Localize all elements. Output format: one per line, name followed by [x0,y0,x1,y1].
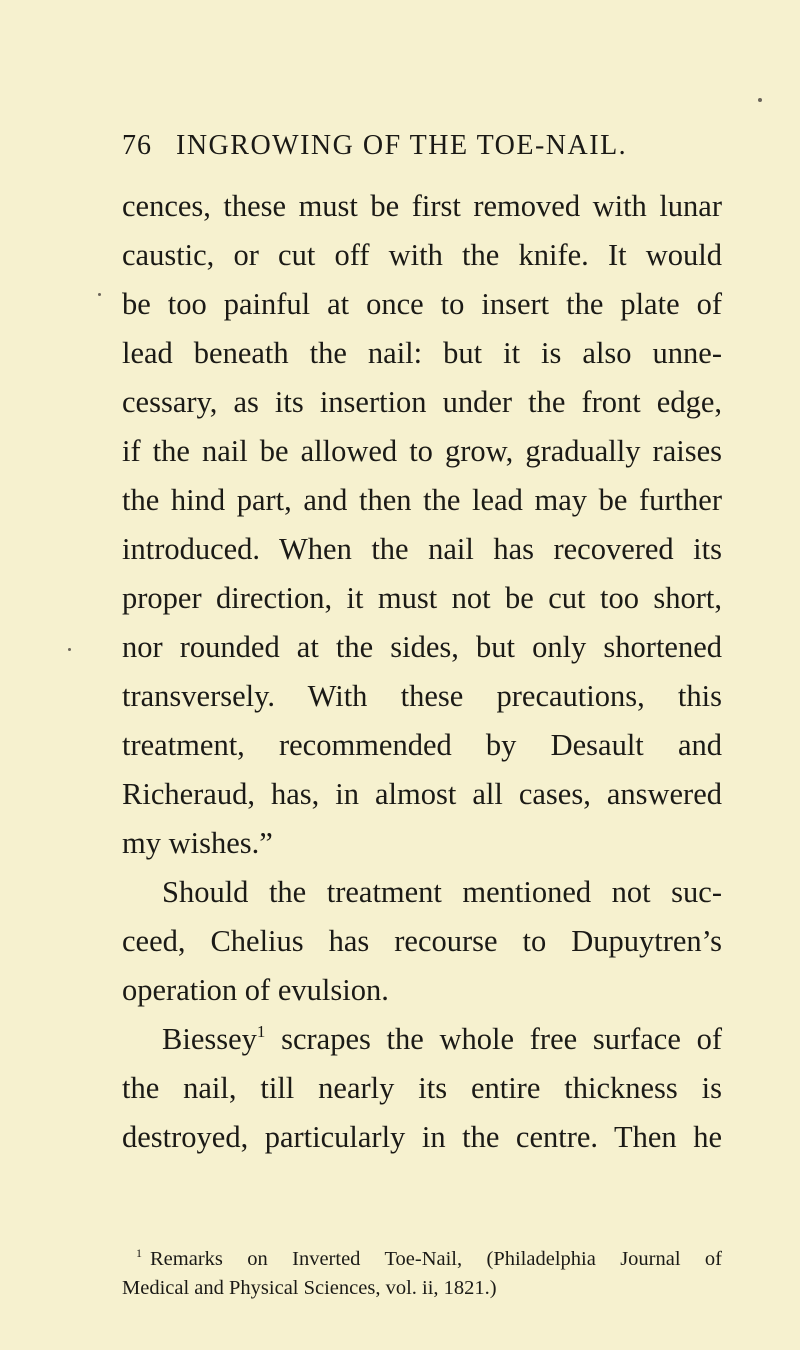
text-line: be too painful at once to insert the plate of [122,287,722,321]
paper-speck [98,293,101,296]
text-line-with-footnote-ref [122,1015,722,1064]
footnote-line [122,1245,722,1274]
text-line: cences, these must be first removed with lunar [122,189,722,223]
footnote-line: Medical and Physical Sciences, vol. ii, 1821.) [122,1277,497,1299]
text-line: nor rounded at the sides, but only shortened [122,630,722,664]
text-line: lead beneath the nail: but it is also unne- [122,336,722,370]
text-line: the nail, till nearly its entire thickness is [122,1071,722,1105]
text-fragment: Biessey [162,1022,257,1056]
page-number: 76 [122,130,152,161]
running-header [122,130,682,170]
text-line: introduced. When the nail has recovered its [122,532,722,566]
footnote-marker: 1 [136,1246,142,1260]
text-line: operation of evulsion. [122,973,389,1007]
paper-speck [758,98,762,102]
footnote [122,1245,722,1303]
text-line: Richeraud, has, in almost all cases, answered [122,777,722,811]
text-line: ceed, Chelius has recourse to Dupuytren’s [122,924,722,958]
text-line: destroyed, particularly in the centre. Then he [122,1120,722,1154]
footnote-reference: 1 [256,1022,266,1041]
text-line: treatment, recommended by Desault and [122,728,722,762]
text-line: the hind part, and then the lead may be further [122,483,722,517]
text-line: if the nail be allowed to grow, gradually raises [122,434,722,468]
text-line: transversely. With these precautions, this [122,679,722,713]
text-line: proper direction, it must not be cut too short, [122,581,722,615]
text-fragment: scrapes the whole free surface of [281,1022,722,1056]
footnote-text: Remarks on Inverted Toe-Nail, (Philadelphia Journal of [150,1248,722,1270]
body-text [122,182,722,1162]
text-line: cessary, as its insertion under the front edge, [122,385,722,419]
paper-speck [68,648,71,651]
text-line: Should the treatment mentioned not suc- [162,875,722,909]
text-line: my wishes.” [122,826,273,860]
text-line: caustic, or cut off with the knife. It would [122,238,722,272]
running-title: INGROWING OF THE TOE-NAIL. [176,130,628,161]
